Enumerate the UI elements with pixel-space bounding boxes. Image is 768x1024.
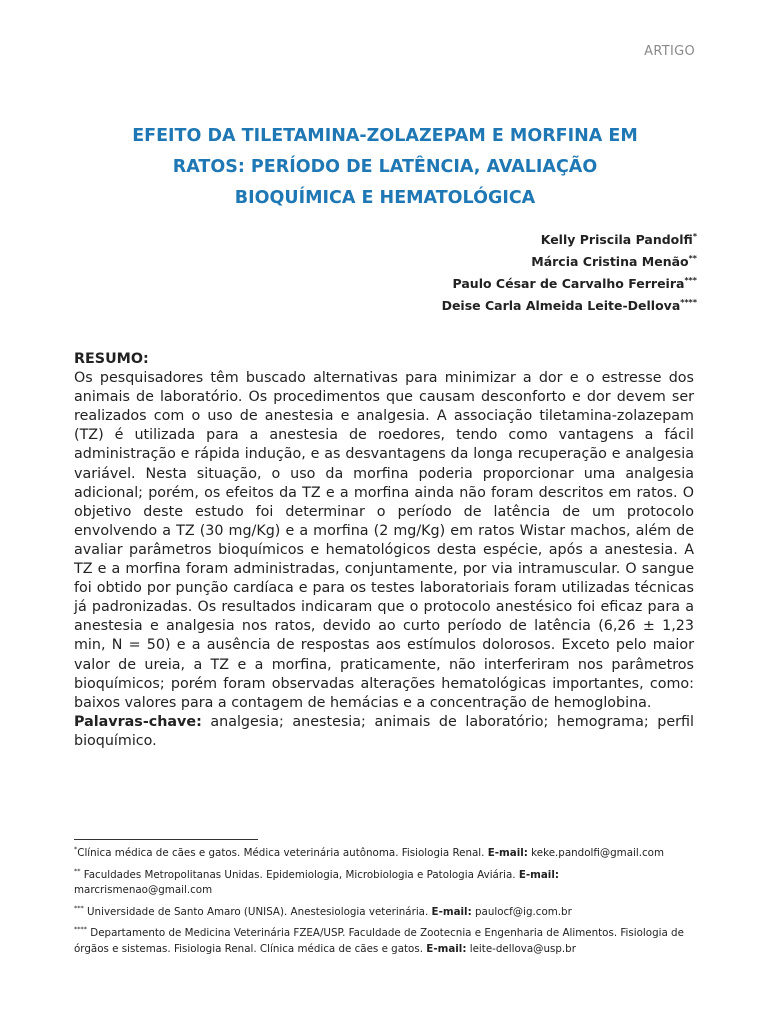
author-name: Deise Carla Almeida Leite-Dellova [441, 298, 681, 313]
author-mark: *** [684, 276, 697, 285]
footnote-email: keke.pandolfi@gmail.com [527, 847, 665, 859]
author-mark: * [692, 232, 697, 241]
keywords [74, 713, 694, 751]
abstract [74, 350, 694, 751]
footnote [74, 846, 696, 862]
footnote-email: leite-dellova@usp.br [466, 942, 576, 955]
author [442, 251, 697, 273]
author-name: Paulo César de Carvalho Ferreira [452, 276, 685, 291]
footnote-email-label: E-mail: [518, 868, 559, 881]
author-mark: ** [688, 254, 697, 263]
footnote-email: marcrismenao@gmail.com [74, 884, 213, 896]
footnote-text: Departamento de Medicina Veterinária FZEA/USP. Faculdade de Zootecnia e Engenharia de Alimentos. Fisiologia de órgãos e sistemas. Fisiologia Renal. Clínica médica de cães e gatos. [74, 927, 684, 955]
author-list [442, 229, 697, 317]
author [442, 229, 697, 251]
author [442, 273, 697, 295]
keywords-label: Palavras-chave: [74, 713, 202, 730]
footnote [74, 926, 696, 957]
title-line: RATOS: PERÍODO DE LATÊNCIA, AVALIAÇÃO [172, 157, 598, 177]
footnote-mark: **** [74, 925, 87, 933]
footnotes [74, 846, 696, 963]
abstract-text: Os pesquisadores têm buscado alternativas para minimizar a dor e o estresse dos animais de laboratório. Os procedimentos que causam desconforto e dor devem ser realizados com o uso de anestesia e analgesia. A associação tiletamina-zolazepam (TZ) é utilizada para a anestesia de roedores, tendo como vantagens a fácil administração e rápida indução, e as desvantagens da longa recuperação e analgesia variável. Nesta situação, o uso da morfina poderia proporcionar uma analgesia adicional; porém, os efeitos da TZ e a morfina ainda não foram descritos em ratos. O objetivo deste estudo foi determinar o período de latência de um protocolo envolvendo a TZ (30 mg/Kg) e a morfina (2 mg/Kg) em ratos Wistar machos, além de avaliar parâmetros bioquímicos e hematológicos desta espécie, após a anestesia. A TZ e a morfina foram administradas, conjuntamente, por via intramuscular. O sangue foi obtido por punção cardíaca e para os testes laboratoriais foram utilizadas técnicas já padronizadas. Os resultados indicaram que o protocolo anestésico foi eficaz para a anestesia e analgesia nos ratos, devido ao curto período de latência (6,26 ± 1,23 min, N = 50) e a ausência de respostas aos estímulos dolorosos. Exceto pelo maior valor de ureia, a TZ e a morfina, praticamente, não interferiram nos parâmetros bioquímicos; porém foram observadas alterações hematológicas importantes, como: baixos valores para a contagem de hemácias e a concentração de hemoglobina. [74, 370, 694, 711]
footnote [74, 868, 696, 899]
author-mark: **** [680, 298, 697, 307]
author-name: Kelly Priscila Pandolfi [540, 232, 693, 247]
footnote [74, 905, 696, 921]
keywords-text: analgesia; anestesia; animais de laboratório; hemograma; perfil bioquímico. [74, 713, 694, 749]
abstract-heading: RESUMO: [74, 351, 149, 367]
footnote-mark: ** [74, 866, 81, 875]
footnote-email: paulocf@ig.com.br [471, 905, 572, 918]
footnote-divider [74, 839, 258, 840]
footnote-email-label: E-mail: [487, 847, 528, 859]
footnote-mark: *** [74, 903, 84, 912]
footnote-text: Universidade de Santo Amaro (UNISA). Anestesiologia veterinária. [83, 905, 432, 918]
title-line: BIOQUÍMICA E HEMATOLÓGICA [234, 188, 536, 208]
title-line: EFEITO DA TILETAMINA-ZOLAZEPAM E MORFINA EM [132, 126, 638, 146]
footnote-email-label: E-mail: [426, 942, 467, 955]
author [442, 295, 697, 317]
footnote-email-label: E-mail: [431, 905, 472, 918]
author-name: Márcia Cristina Menão [531, 254, 689, 269]
article-title [80, 121, 690, 214]
footnote-mark: * [74, 845, 78, 853]
footnote-text: Clínica médica de cães e gatos. Médica veterinária autônoma. Fisiologia Renal. [77, 847, 488, 859]
section-label: ARTIGO [644, 44, 695, 59]
footnote-text: Faculdades Metropolitanas Unidas. Epidemiologia, Microbiologia e Patologia Aviária. [80, 868, 519, 881]
